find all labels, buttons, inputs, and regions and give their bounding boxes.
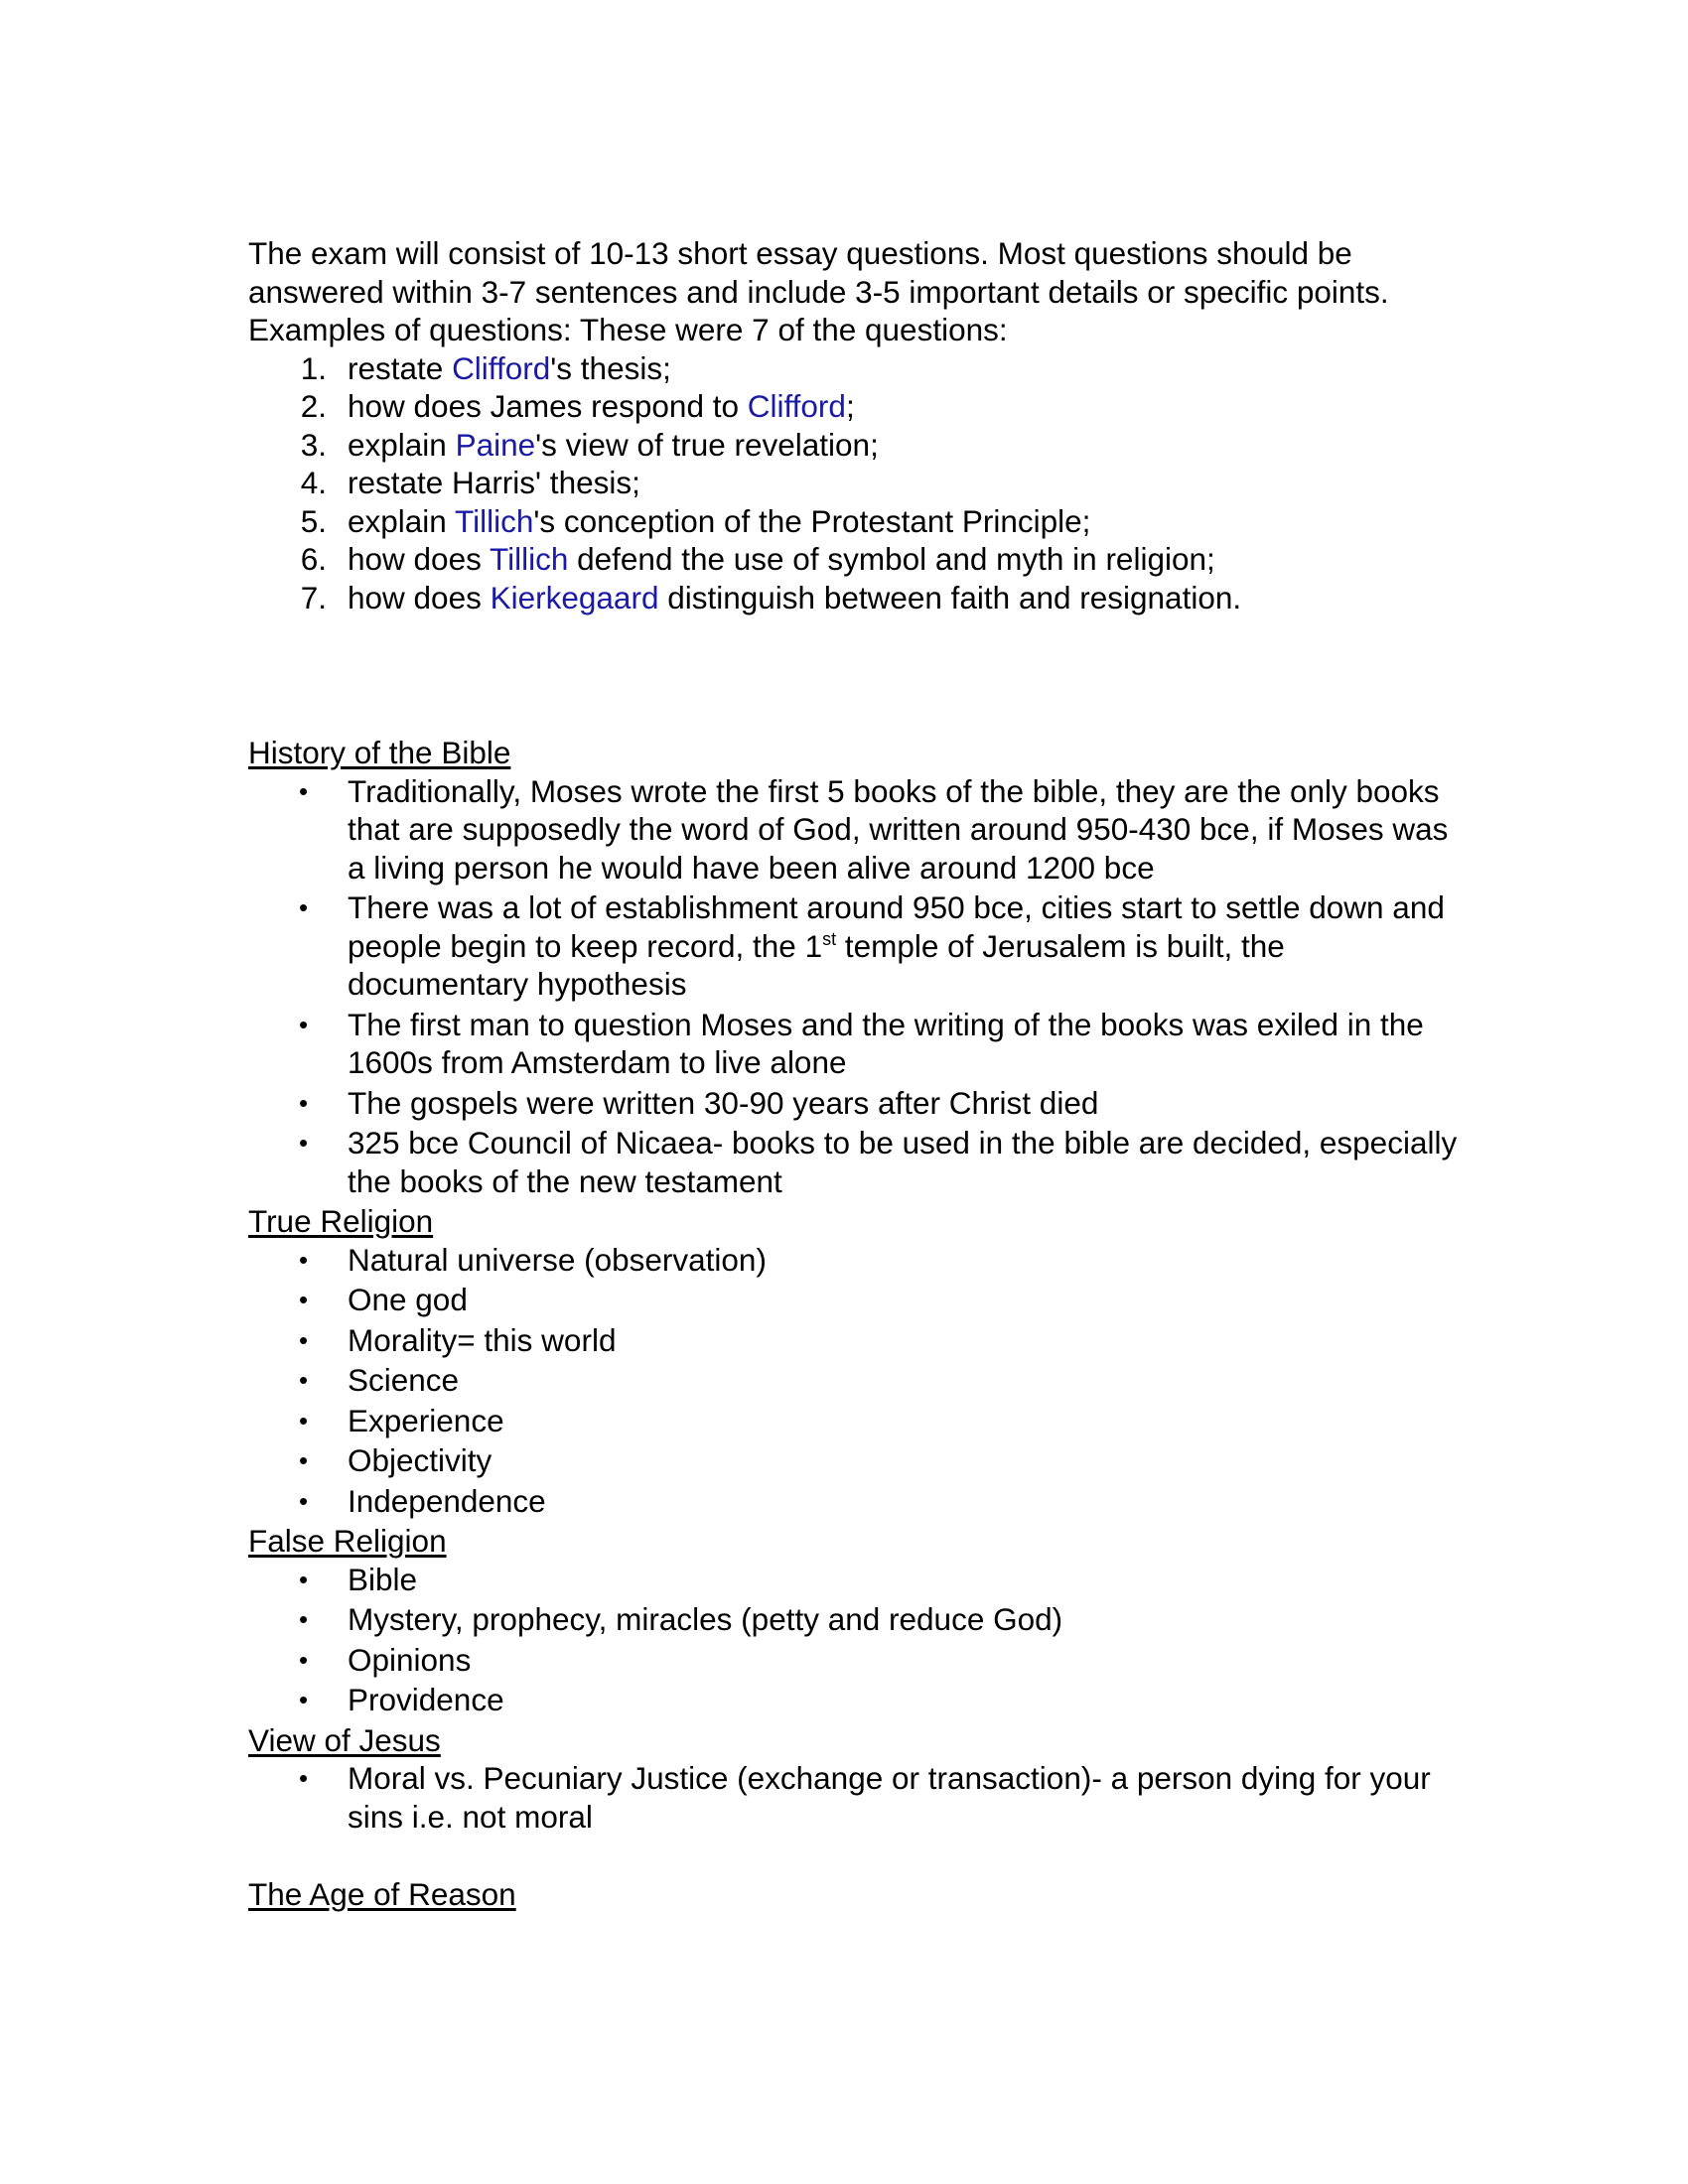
question-number: 3. [300, 426, 327, 463]
bullet-icon: • [299, 1485, 309, 1516]
bullet-icon: • [299, 1644, 309, 1675]
list-item-text: The gospels were written 30-90 years after Christ died [348, 1084, 1099, 1121]
question-text: restate Harris' thesis; [348, 465, 640, 500]
bullet-icon: • [299, 1405, 309, 1435]
list-item-text: Moral vs. Pecuniary Justice (exchange or transaction)- a person dying for your sins i.e. not moral [348, 1760, 1431, 1835]
question-number: 4. [300, 465, 327, 500]
question-text: how does [348, 541, 491, 577]
list-item-text: temple of Jerusalem is built, the documentary hypothesis [348, 927, 1285, 1002]
question-text: 's thesis; [550, 349, 671, 386]
bullet-icon: • [299, 1244, 309, 1275]
bullet-icon: • [299, 892, 309, 922]
list-item-text: 325 bce Council of Nicaea- books to be used in the bible are decided, especially the books of the new testament [348, 1125, 1458, 1199]
question-text: how does James respond to [348, 388, 748, 424]
intro-paragraph: The exam will consist of 10-13 short essay questions. Most questions should be answered within 3-7 sentences and include 3-5 important details or specific points. Examples of questions: These were 7 of the questions: [248, 235, 1389, 347]
question-number: 1. [300, 349, 327, 386]
question-item [248, 540, 1470, 579]
question-text: 's conception of the Protestant Principle; [533, 502, 1091, 539]
list-item-text: Opinions [348, 1641, 472, 1678]
list-item [248, 1084, 1470, 1123]
list-item-text: Traditionally, Moses wrote the first 5 books of the bible, they are the only books that are supposedly the word of God, written around 950-430 bce, if Moses was a living person he would have been alive around 1200 bce [348, 772, 1449, 886]
author-link-paine[interactable]: Paine [455, 426, 536, 463]
list-item-text: Bible [348, 1561, 418, 1597]
list-item-text: Mystery, prophecy, miracles (petty and reduce God) [348, 1601, 1063, 1637]
view-of-jesus-list [248, 1759, 1470, 1836]
list-item-text: The first man to question Moses and the writing of the books was exiled in the 1600s from Amsterdam to live alone [348, 1006, 1424, 1080]
question-number: 6. [300, 541, 327, 577]
spacer [248, 616, 1470, 734]
list-item-text: Natural universe (observation) [348, 1241, 767, 1278]
section-heading-false-religion: False Religion [248, 1523, 447, 1559]
list-item-text: There was a lot of establishment around 950 bce, cities start to settle down and people begin to keep record, the 1 [348, 889, 1445, 964]
author-link-clifford[interactable]: Clifford [452, 349, 551, 386]
list-item [248, 1281, 1470, 1319]
bullet-icon: • [299, 1128, 309, 1158]
question-item [248, 426, 1470, 465]
question-number: 7. [300, 579, 327, 615]
list-item-text: Independence [348, 1482, 546, 1519]
bullet-icon: • [299, 1087, 309, 1118]
list-item [248, 1124, 1470, 1200]
bullet-icon: • [299, 1365, 309, 1395]
question-text: explain [348, 426, 456, 463]
question-item [248, 579, 1470, 617]
bullet-icon: • [299, 1445, 309, 1475]
question-item [248, 464, 1470, 502]
list-item-text: One god [348, 1282, 468, 1317]
section-heading-true-religion: True Religion [248, 1203, 434, 1239]
question-text: how does [348, 579, 491, 615]
list-item-text: Objectivity [348, 1442, 492, 1478]
author-link-tillich[interactable]: Tillich [490, 541, 569, 577]
list-item [248, 1402, 1470, 1440]
list-item-text: Experience [348, 1402, 504, 1438]
list-item-text: Providence [348, 1682, 504, 1717]
bullet-icon: • [299, 1564, 309, 1594]
author-link-kierkegaard[interactable]: Kierkegaard [490, 579, 659, 615]
superscript: st [822, 928, 837, 949]
list-item [248, 1006, 1470, 1082]
list-item [248, 1681, 1470, 1719]
bullet-icon: • [299, 1604, 309, 1634]
list-item-text: Morality= this world [348, 1321, 617, 1358]
list-item [248, 1759, 1470, 1836]
question-text: explain [348, 502, 456, 539]
list-item [248, 1241, 1470, 1280]
list-item [248, 888, 1470, 1004]
question-text: defend the use of symbol and myth in religion; [568, 541, 1215, 577]
list-item [248, 1441, 1470, 1480]
bullet-icon: • [299, 1685, 309, 1714]
list-item-text: Science [348, 1362, 460, 1398]
question-number: 5. [300, 502, 327, 539]
bullet-icon: • [299, 1763, 309, 1793]
bullet-icon: • [299, 775, 309, 806]
section-heading-history: History of the Bible [248, 735, 511, 770]
true-religion-list [248, 1241, 1470, 1521]
section-heading-view-of-jesus: View of Jesus [248, 1721, 441, 1758]
list-item [248, 1561, 1470, 1599]
question-item [248, 349, 1470, 388]
spacer [248, 1838, 1470, 1875]
document-page [248, 234, 1470, 1914]
false-religion-list [248, 1561, 1470, 1719]
question-item [248, 387, 1470, 426]
question-text: 's view of true revelation; [535, 426, 879, 463]
list-item [248, 1482, 1470, 1521]
bullet-icon: • [299, 1285, 309, 1314]
author-link-tillich[interactable]: Tillich [455, 502, 534, 539]
question-text: distinguish between faith and resignation. [658, 579, 1242, 615]
list-item [248, 1641, 1470, 1680]
list-item [248, 1361, 1470, 1400]
question-number: 2. [300, 388, 327, 424]
bullet-icon: • [299, 1324, 309, 1355]
history-list [248, 772, 1470, 1201]
list-item [248, 772, 1470, 887]
bullet-icon: • [299, 1009, 309, 1039]
author-link-clifford[interactable]: Clifford [747, 388, 846, 424]
section-heading-age-of-reason: The Age of Reason [248, 1876, 516, 1912]
question-text: restate [348, 349, 453, 386]
question-list [248, 349, 1470, 617]
question-text: ; [845, 388, 855, 424]
list-item [248, 1600, 1470, 1639]
question-item [248, 502, 1470, 541]
list-item [248, 1321, 1470, 1360]
